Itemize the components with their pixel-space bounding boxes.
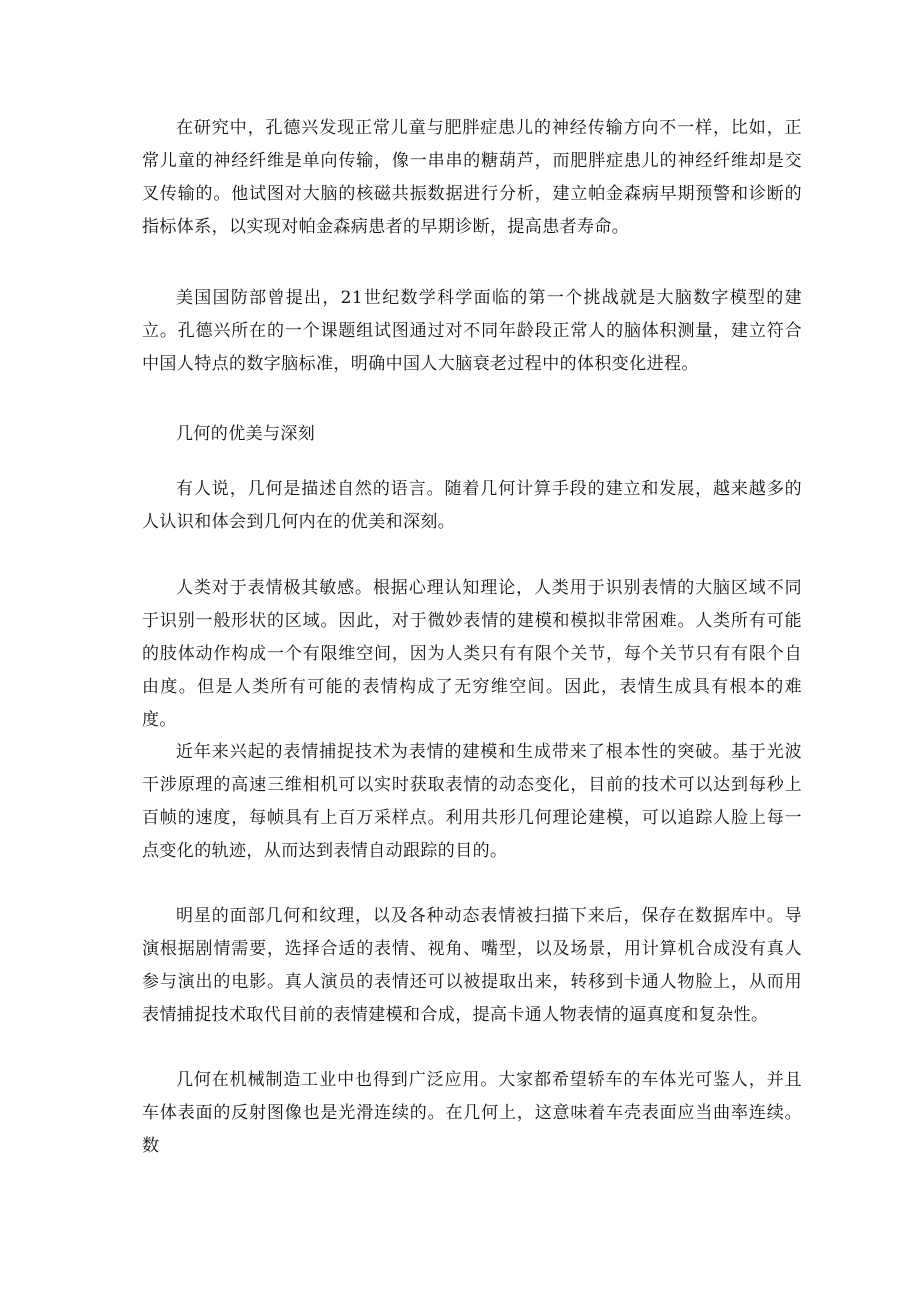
paragraph-facial-expression: 人类对于表情极其敏感。根据心理认知理论，人类用于识别表情的大脑区域不同于识别一般形状的区域。因此，对于微妙表情的建模和模拟非常困难。人类所有可能的肢体动作构成一个有限维空间，因为人类只有有限个关节，每个关节只有有限个自由度。但是人类所有可能的表情构成了无穷维空间。因此，表情生成具有根本的难度。 — [142, 578, 802, 730]
paragraph-digital-brain-model: 美国国防部曾提出，21世纪数学科学面临的第一个挑战就是大脑数字模型的建立。孔德兴所在的一个课题组试图通过对不同年龄段正常人的脑体积测量，建立符合中国人特点的数字脑标准，明确中国人大脑衰老过程中的体积变化进程。 — [142, 288, 802, 374]
paragraph-geometry-language: 有人说，几何是描述自然的语言。随着几何计算手段的建立和发展，越来越多的人认识和体会到几何内在的优美和深刻。 — [142, 479, 802, 532]
paragraph-expression-capture: 近年来兴起的表情捕捉技术为表情的建模和生成带来了根本性的突破。基于光波干涉原理的高速三维相机可以实时获取表情的动态变化，目前的技术可以达到每秒上百帧的速度，每帧具有上百万采样点。利用共形几何理论建模，可以追踪人脸上每一点变化的轨迹，从而达到表情自动跟踪的目的。 — [142, 742, 802, 861]
section-heading: 几何的优美与深刻 — [176, 424, 316, 444]
paragraph-mechanical-manufacturing: 几何在机械制造工业中也得到广泛应用。大家都希望轿车的车体光可鉴人，并且车体表面的反射图像也是光滑连续的。在几何上，这意味着车壳表面应当曲率连续。数 — [142, 1070, 802, 1156]
paragraph-celebrity-scanning: 明星的面部几何和纹理，以及各种动态表情被扫描下来后，保存在数据库中。导演根据剧情需要，选择合适的表情、视角、嘴型，以及场景，用计算机合成没有真人参与演出的电影。真人演员的表情还可以被提取出来，转移到卡通人物脸上，从而用表情捕捉技术取代目前的表情建模和合成，提高卡通人物表情的逼真度和复杂性。 — [142, 906, 802, 1025]
paragraph-parkinson-research: 在研究中，孔德兴发现正常儿童与肥胖症患儿的神经传输方向不一样，比如，正常儿童的神经纤维是单向传输，像一串串的糖葫芦，而肥胖症患儿的神经纤维却是交叉传输的。他试图对大脑的核磁共振数据进行分析，建立帕金森病早期预警和诊断的指标体系，以实现对帕金森病患者的早期诊断，提高患者寿命。 — [142, 118, 802, 237]
